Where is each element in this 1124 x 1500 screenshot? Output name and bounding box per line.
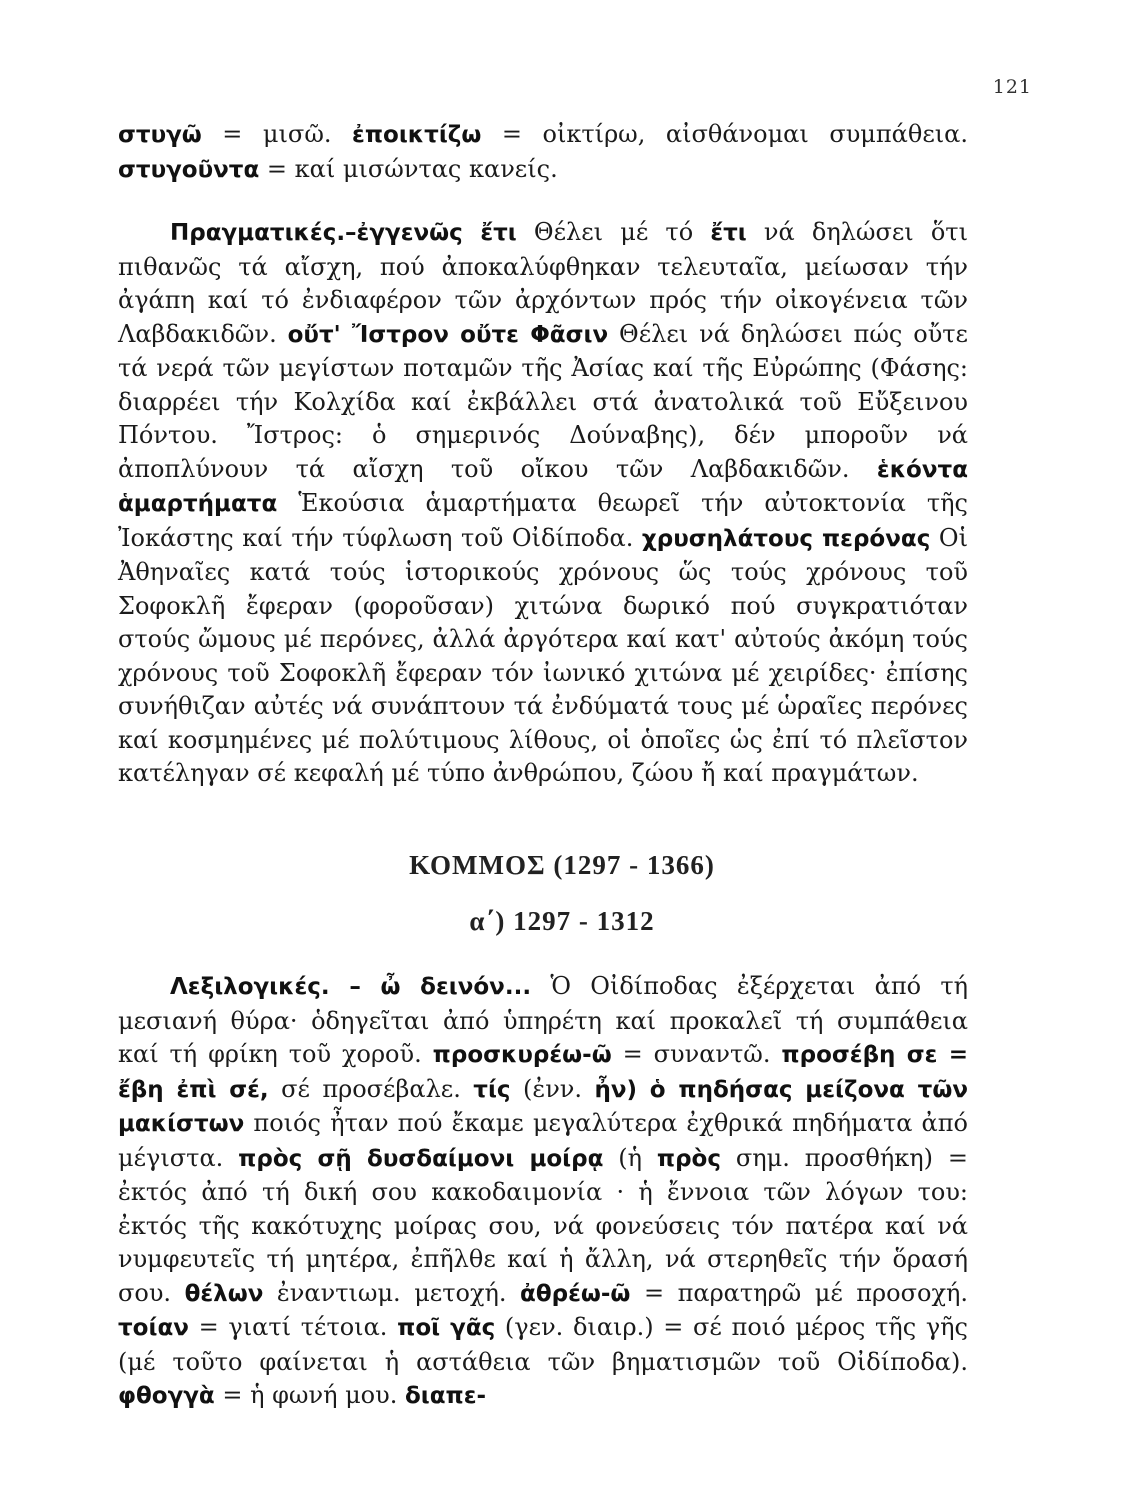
gloss-text: Ὁ Οἰδίποδας ἐξέρχεται ἀπό τή μεσιανή θύρα· ὁδηγεῖται ἀπό ὑπηρέτη καί προκαλεῖ τή συμπάθεια καί τή φρίκη τοῦ χοροῦ.	[118, 972, 968, 1068]
lemma-term: ἀθρέω-ῶ	[520, 1280, 631, 1307]
lemma-term: ἐποικτίζω	[352, 122, 482, 148]
lemma-term: στυγοῦντα	[118, 156, 260, 183]
lemma-term: πρὸς	[656, 1145, 721, 1172]
lemma-term: Λεξιλογικές. – ὦ δεινόν...	[170, 974, 532, 1000]
paragraph-factual-notes	[118, 216, 968, 791]
gloss-text: = παρατηρῶ μέ προσοχή.	[630, 1278, 968, 1307]
paragraph-glossary-intro	[118, 118, 968, 187]
gloss-text: Θέλει μέ τό	[516, 218, 711, 246]
gloss-text: σέ προσέβαλε.	[268, 1074, 474, 1103]
gloss-text: = καί μισώντας κανείς.	[259, 154, 558, 183]
gloss-text: = γιατί τέτοια.	[188, 1313, 398, 1341]
gloss-text: = μισῶ.	[201, 120, 353, 148]
lemma-term: ἦν) ὁ πηδήσας μείζονα τῶν μακίστων	[118, 1076, 968, 1137]
lemma-term: πρὸς σῇ δυσδαίμονι μοίρᾳ	[238, 1145, 604, 1172]
lemma-term: φθογγὰ	[118, 1383, 215, 1409]
paragraph-lexical-notes	[118, 970, 968, 1414]
subsection-title: α΄) 1297 - 1312	[469, 906, 655, 936]
lemma-term: ποῖ γᾶς	[397, 1315, 496, 1341]
gloss-text: ἐναντιωμ. μετοχή.	[263, 1278, 521, 1307]
lemma-term: προσκυρέω-ῶ	[432, 1042, 612, 1068]
gloss-text: Θέλει νά δηλώσει πώς οὔτε τά νερά τῶν μεγίστων ποταμῶν τῆς Ἀσίας καί τῆς Εὐρώπης (Φάσης: διαρρέει τήν Κολχίδα καί ἐκβάλλει στά ἀνατολικά τοῦ Εὔξεινου Πόντου. Ἴστρος: ὁ σημερινός Δούναβης), δέν μποροῦν νά ἀποπλύνουν τά αἴσχη τοῦ οἴκου τῶν Λαβδακιδῶν.	[118, 319, 968, 483]
gloss-text: (ἐνν.	[510, 1074, 595, 1103]
lemma-term: θέλων	[184, 1280, 264, 1307]
page-number: 121	[992, 76, 1032, 98]
lemma-term: προσέβη σε = ἔβη ἐπὶ σέ,	[118, 1042, 968, 1103]
gloss-text: Οἱ Ἀθηναῖες κατά τούς ἱστορικούς χρόνους ὥς τούς χρόνους τοῦ Σοφοκλῆ ἔφεραν (φοροῦσαν) χιτώνα δωρικό πού συγκρατιόταν στούς ὤμους μέ περόνες, ἀλλά ἀργότερα καί κατ' αὐτούς ἀκόμη τούς χρόνους τοῦ Σοφοκλῆ ἔφεραν τόν ἰωνικό χιτώνα μέ χειρίδες· ἐπίσης συνήθιζαν αὐτές νά συνάπτουν τά ἐνδύματά τους μέ ὡραῖες περόνες καί κοσμημένες μέ πολύτιμους λίθους, οἱ ὁποῖες ὡς ἐπί τό πλεῖστον κατέληγαν σέ κεφαλή μέ τύπο ἀνθρώπου, ζώου ἤ καί πραγμάτων.	[118, 523, 968, 787]
gloss-text: = οἰκτίρω, αἰσθάνομαι συμπάθεια.	[481, 120, 968, 148]
lemma-term: χρυσηλάτους περόνας	[641, 525, 931, 552]
gloss-text: (ἡ	[603, 1143, 657, 1172]
gloss-text: σημ. προσθήκη) = ἐκτός ἀπό τή δική σου κακοδαιμονία · ἡ ἔννοια τῶν λόγων του: ἐκτός τῆς κακότυχης μοίρας σου, νά φονεύσεις τόν πατέρα καί νά νυμφευτεῖς τή μητέρα, ἐπῆλθε καί ἡ ἄλλη, νά στερηθεῖς τήν ὅρασή σου.	[118, 1143, 968, 1307]
lemma-term: ἔτι	[710, 220, 747, 246]
gloss-text: = ἡ φωνή μου.	[214, 1381, 405, 1409]
lemma-term: ἑκόντα ἁμαρτήματα	[118, 456, 968, 517]
section-title: ΚΟΜΜΟΣ (1297 - 1366)	[409, 850, 715, 880]
lemma-term: Πραγματικές.–ἐγγενῶς ἔτι	[170, 220, 517, 246]
lemma-term: τοίαν	[118, 1315, 189, 1341]
gloss-text: = συναντῶ.	[611, 1040, 782, 1068]
lemma-term: τίς	[473, 1076, 511, 1103]
lemma-term: διαπε-	[404, 1383, 487, 1409]
gloss-text: νά δηλώσει ὅτι πιθανῶς τά αἴσχη, πού ἀποκαλύφθηκαν τελευταῖα, μείωσαν τήν ἀγάπη καί τό ἐνδιαφέρον τῶν ἀρχόντων πρός τήν οἰκογένεια τῶν Λαβδακιδῶν.	[118, 218, 968, 348]
gloss-text: (γεν. διαιρ.) = σέ ποιό μέρος τῆς γῆς (μέ τοῦτο φαίνεται ἡ αστάθεια τῶν βηματισμῶν τοῦ Οἰδίποδα).	[118, 1313, 968, 1376]
gloss-text: Ἑκούσια ἁμαρτήματα θεωρεῖ τήν αὐτοκτονία τῆς Ἰοκάστης καί τήν τύφλωση τοῦ Οἰδίποδα.	[118, 489, 968, 552]
lemma-term: στυγῶ	[118, 122, 202, 148]
lemma-term: οὔτ' Ἴστρον οὔτε Φᾶσιν	[287, 321, 609, 348]
gloss-text: ποιός ἦταν πού ἔκαμε μεγαλύτερα ἐχθρικά πηδήματα ἀπό μέγιστα.	[118, 1109, 968, 1172]
